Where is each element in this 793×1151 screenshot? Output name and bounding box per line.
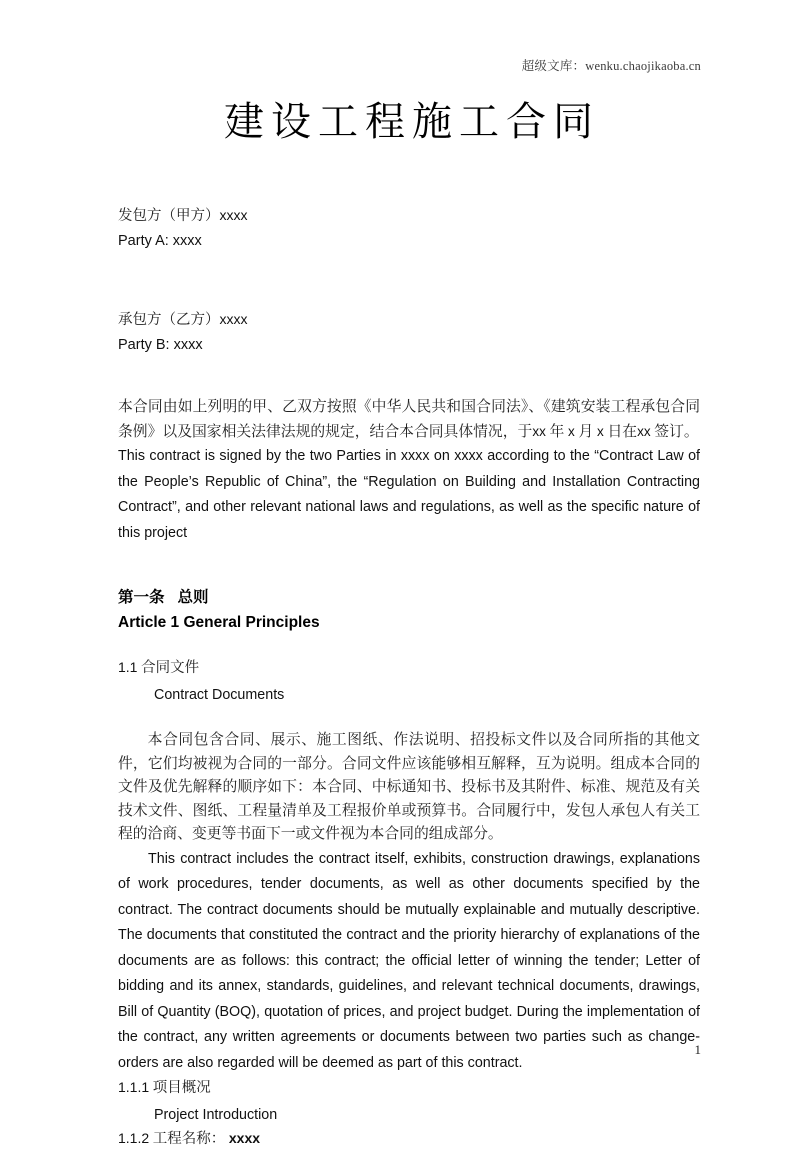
preamble-cn-text: 本合同由如上列明的甲、乙双方按照《中华人民共和国合同法》、《建筑安装工程承包合同条例》以及国家相关法律法规的规定，结合本合同具体情况，于: [118, 399, 700, 440]
article-1-number-cn: 第一条: [118, 589, 165, 606]
preamble-cn-month-unit: 月: [578, 423, 594, 440]
preamble-cn-placeholder-month: x: [568, 423, 575, 439]
preamble-cn-end: 签订。: [654, 423, 699, 440]
preamble-cn-placeholder-day: x: [597, 423, 604, 439]
section-1-1-number: 1.1: [118, 659, 138, 675]
section-1-1-2-number: 1.1.2: [118, 1130, 150, 1146]
preamble-cn-placeholder-place: xx: [637, 423, 651, 439]
preamble-cn: [118, 396, 700, 444]
section-1-1-block: [118, 656, 700, 707]
article-1-heading-cn: [118, 586, 700, 609]
spacer: [118, 148, 700, 204]
page-title: 建设工程施工合同: [224, 99, 600, 144]
section-1-1-1-block: [118, 1076, 700, 1127]
section-1-1-body-cn: 本合同包含合同、展示、施工图纸、作法说明、招投标文件以及合同所指的其他文件，它们均被视为合同的一部分。合同文件应该能够相互解释，互为说明。组成本合同的文件及优先解释的顺序如下：本合同、中标通知书、投标书及其附件、标准、规范及有关技术文件、图纸、工程量清单及工程报价单或预算书。合同履行中，发包人承包人有关工程的洽商、变更等书面下一或文件视为本合同的组成部分。: [118, 732, 700, 842]
spacer: [118, 252, 700, 308]
section-1-1-2-value: xxxx: [228, 1130, 261, 1146]
article-1-heading-en: Article 1 General Principles: [118, 614, 320, 631]
spacer: [118, 634, 700, 656]
section-1-1-2-cn: [118, 1127, 700, 1151]
section-1-1-2-cn-title: 工程名称：: [152, 1131, 226, 1147]
party-b-en-line: Party B: xxxx: [118, 337, 203, 353]
party-a-en-line: Party A: xxxx: [118, 233, 202, 249]
section-1-1-2-block: [118, 1127, 700, 1151]
article-1-title-cn: 总则: [177, 589, 209, 606]
spacer: [118, 546, 700, 586]
document-content: [118, 96, 700, 1151]
party-b-cn-line: [118, 308, 700, 331]
party-a-cn-line: [118, 204, 700, 227]
section-1-1-body-en: This contract includes the contract itself, exhibits, construction drawings, explanations of work procedures, tender documents, as well as other documents specified by the contract. The contract documents should be mutually explainable and mutually descriptive. The documents that constituted the contract and the priority hierarchy of explanations of the documents are as follows: this contract; the official letter of winning the tender; Letter of bidding and its annex, standards, guidelines, and relevant technical documents, drawings, Bill of Quantity (BOQ), quotation of prices, and project budget. During the implementation of the contract, any written agreements or documents between two parties such as change-orders are also regarded will be deemed as part of this contract.: [118, 850, 700, 1071]
party-b-cn-label: 承包方（乙方）: [118, 312, 220, 328]
preamble-block: [118, 396, 700, 546]
section-1-1-1-cn: [118, 1076, 700, 1100]
section-1-1-1-number: 1.1.1: [118, 1079, 150, 1095]
preamble-en: This contract is signed by the two Parties in xxxx on xxxx according to the “Contract Law of the People’s Republic of China”, the “Regulation on Building and Installation Contracting Contract”, and other relevant national laws and regulations, as well as the specific nature of this project: [118, 448, 700, 541]
preamble-cn-placeholder-year: xx: [532, 423, 546, 439]
spacer: [118, 356, 700, 396]
page-number: 1: [694, 1042, 701, 1057]
section-1-1-en-title: Contract Documents: [154, 687, 285, 703]
party-a-cn-value: xxxx: [219, 207, 248, 223]
section-1-1-1-en-title: Project Introduction: [154, 1107, 278, 1123]
article-1-heading-block: [118, 586, 700, 634]
party-b-block: [118, 308, 700, 356]
section-1-1-1-cn-title: 项目概况: [152, 1080, 211, 1096]
preamble-cn-day-unit: 日在: [607, 423, 638, 440]
page-header-watermark: 超级文库：wenku.chaojikaoba.cn: [521, 59, 701, 73]
section-1-1-cn-title: 合同文件: [141, 660, 200, 676]
section-1-1-cn: [118, 656, 700, 680]
party-b-cn-value: xxxx: [219, 311, 248, 327]
party-a-cn-label: 发包方（甲方）: [118, 208, 220, 224]
preamble-cn-year-unit: 年: [549, 423, 565, 440]
spacer: [118, 707, 700, 729]
party-a-block: [118, 204, 700, 252]
